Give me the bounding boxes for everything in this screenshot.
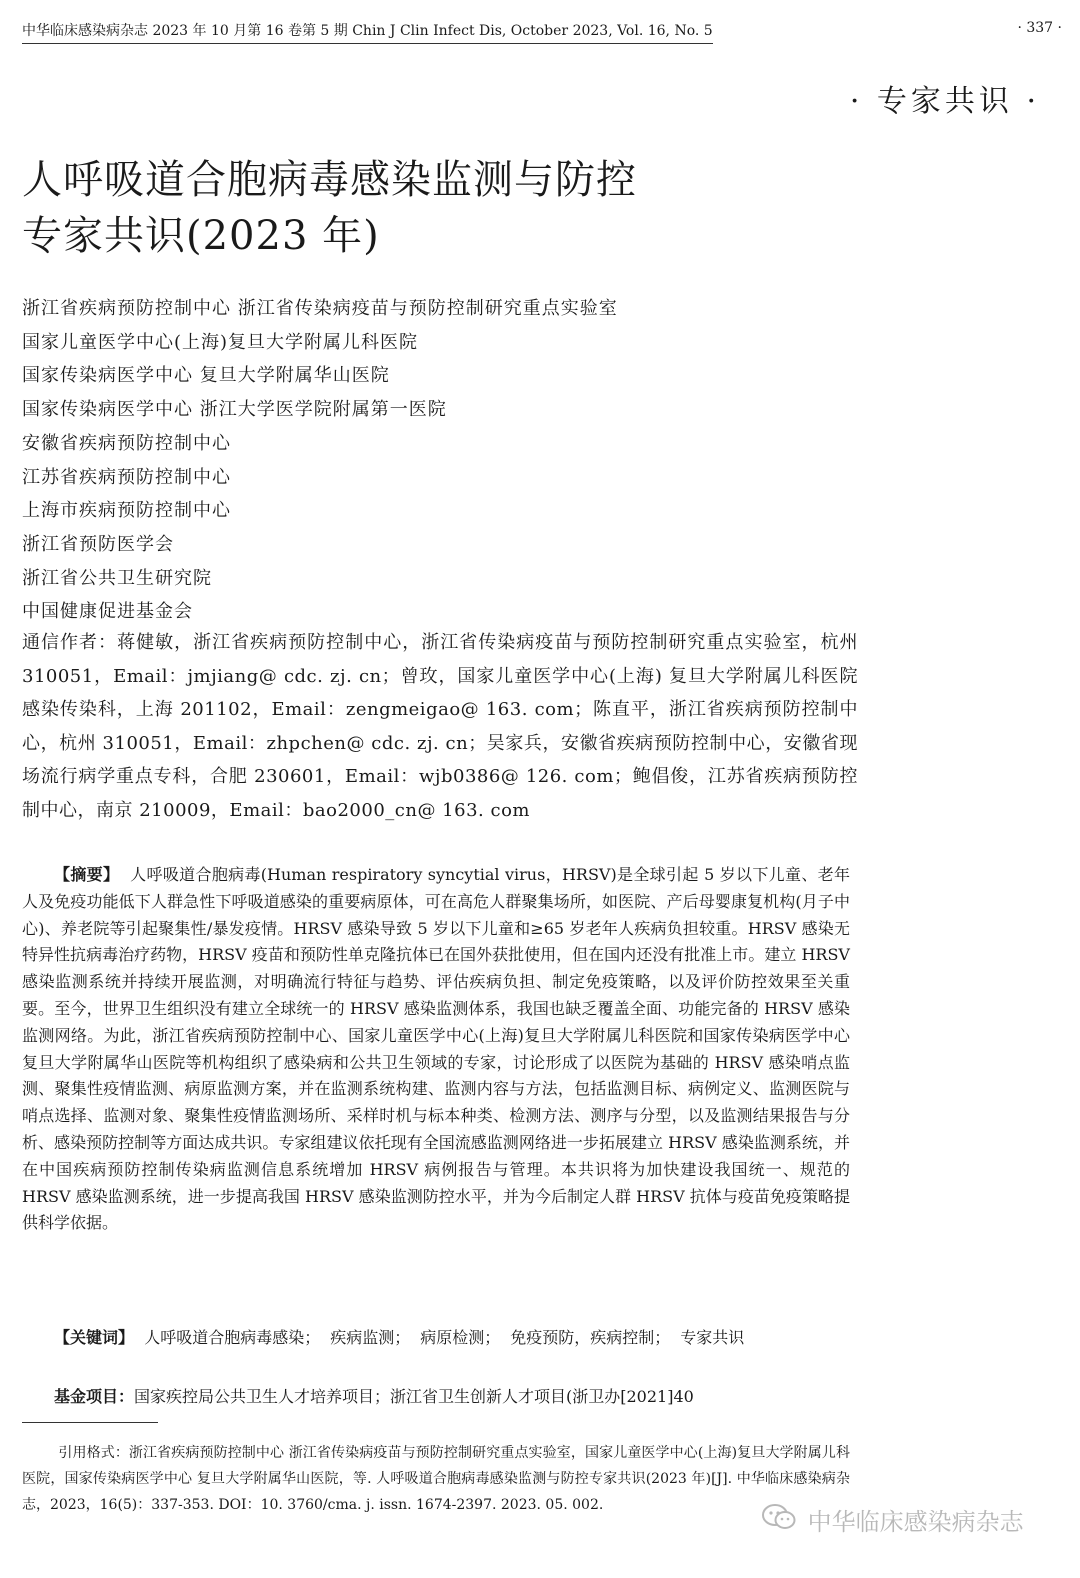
title-line-2: 专家共识(2023 年): [22, 213, 380, 259]
affiliation: 国家传染病医学中心 复旦大学附属华山医院: [22, 365, 390, 387]
abstract-text: 人呼吸道合胞病毒(Human respiratory syncytial virus，HRSV)是全球引起 5 岁以下儿童、老年人及免疫功能低下人群急性下呼吸道感染的重要病原体，可在高危人群聚集场所，如医院、产后母婴康复机构(月子中心)、养老院等引起聚集性/暴发疫情。HRSV 感染导致 5 岁以下儿童和≥65 岁老年人疾病负担较重。HRSV 感染无特异性抗病毒治疗药物，HRSV 疫苗和预防性单克隆抗体已在国外获批使用，但在国内还没有批准上市。建立 HRSV 感染监测系统并持续开展监测，对明确流行特征与趋势、评估疾病负担、制定免疫策略，以及评价防控效果至关重要。至今，世界卫生组织没有建立全球统一的 HRSV 感染监测体系，我国也缺乏覆盖全面、功能完备的 HRSV 感染监测网络。为此，浙江省疾病预防控制中心、国家儿童医学中心(上海)复旦大学附属儿科医院和国家传染病医学中心复旦大学附属华山医院等机构组织了感染病和公共卫生领域的专家，讨论形成了以医院为基础的 HRSV 感染哨点监测、聚集性疫情监测、病原监测方案，并在监测系统构建、监测内容与方法，包括监测目标、病例定义、监测医院与哨点选择、监测对象、聚集性疫情监测场所、采样时机与标本种类、检测方法、测序与分型，以及监测结果报告与分析、感染预防控制等方面达成共识。专家组建议依托现有全国流感监测网络进一步拓展建立 HRSV 感染监测系统，并在中国疾病预防控制传染病监测信息系统增加 HRSV 病例报告与管理。本共识将为加快建设我国统一、规范的 HRSV 感染监测系统，进一步提高我国 HRSV 感染监测防控水平，并为今后制定人群 HRSV 抗体与疫苗免疫策略提供科学依据。: [22, 865, 850, 1233]
citation-format: 引用格式：浙江省疾病预防控制中心 浙江省传染病疫苗与预防控制研究重点实验室，国家儿童医学中心(上海)复旦大学附属儿科医院，国家传染病医学中心 复旦大学附属华山医院，等. 人呼吸道合胞病毒感染监测与防控专家共识(2023 年)[J]. 中华临床感染病杂志，2023，16(5)：337-353. DOI：10. 3760/cma. j. issn. 1674-2397. 2023. 05. 002.: [22, 1445, 850, 1513]
keyword: 专家共识: [680, 1328, 745, 1347]
funding-label: 基金项目：: [54, 1387, 135, 1406]
funding: [22, 1383, 862, 1411]
title-line-1: 人呼吸道合胞病毒感染监测与防控: [22, 157, 637, 203]
footnote-divider: [22, 1422, 158, 1423]
affiliation: 江苏省疾病预防控制中心: [22, 466, 231, 488]
affiliation: 国家传染病医学中心 浙江大学医学院附属第一医院: [22, 399, 447, 421]
abstract-paragraph: [22, 862, 850, 1237]
keyword: 疾病监测；: [330, 1328, 411, 1347]
running-header: [22, 20, 1062, 44]
keyword: 人呼吸道合胞病毒感染；: [144, 1328, 321, 1347]
keyword: 病原检测；: [420, 1328, 501, 1347]
funding-text: 国家疾控局公共卫生人才培养项目；浙江省卫生创新人才项目(浙卫办[2021]40: [134, 1387, 694, 1406]
affiliation: 上海市疾病预防控制中心: [22, 500, 231, 522]
abstract-label: 【摘要】: [54, 865, 120, 884]
article-title: [22, 152, 637, 264]
wechat-icon: [762, 1503, 796, 1542]
keyword: 免疫预防，疾病控制；: [510, 1328, 671, 1347]
journal-info: 中华临床感染病杂志 2023 年 10 月第 16 卷第 5 期 Chin J Clin Infect Dis, October 2023, Vol. 16, No. 5: [22, 20, 713, 44]
affiliation: 浙江省疾病预防控制中心 浙江省传染病疫苗与预防控制研究重点实验室: [22, 298, 618, 319]
affiliation: 中国健康促进基金会: [22, 601, 193, 623]
affiliation: 浙江省预防医学会: [22, 533, 174, 555]
keywords-label: 【关键词】: [54, 1328, 135, 1347]
affiliation-list: [22, 292, 872, 629]
abstract: [22, 862, 850, 1237]
affiliation: 国家儿童医学中心(上海)复旦大学附属儿科医院: [22, 331, 419, 353]
watermark-text: 中华临床感染病杂志: [807, 1508, 1024, 1536]
corresponding-authors: 通信作者：蒋健敏，浙江省疾病预防控制中心，浙江省传染病疫苗与预防控制研究重点实验室，杭州 310051，Email：jmjiang@ cdc. zj. cn；曾玫，国家儿童医学中心(上海) 复旦大学附属儿科医院感染传染科，上海 201102，Email：zengmeigao@ 163. com；陈直平，浙江省疾病预防控制中心，杭州 310051，Email：zhpchen@ cdc. zj. cn；吴家兵，安徽省疾病预防控制中心，安徽省现场流行病学重点专科，合肥 230601，Email：wjb0386@ 126. com；鲍倡俊，江苏省疾病预防控制中心，南京 210009，Email：bao2000_cn@ 163. com: [22, 632, 858, 821]
watermark: [762, 1502, 1062, 1540]
affiliation: 浙江省公共卫生研究院: [22, 567, 212, 589]
column-label: · 专家共识 ·: [849, 84, 1040, 119]
keywords: [22, 1323, 850, 1352]
affiliation: 安徽省疾病预防控制中心: [22, 432, 231, 454]
page-number: · 337 ·: [1017, 20, 1062, 36]
